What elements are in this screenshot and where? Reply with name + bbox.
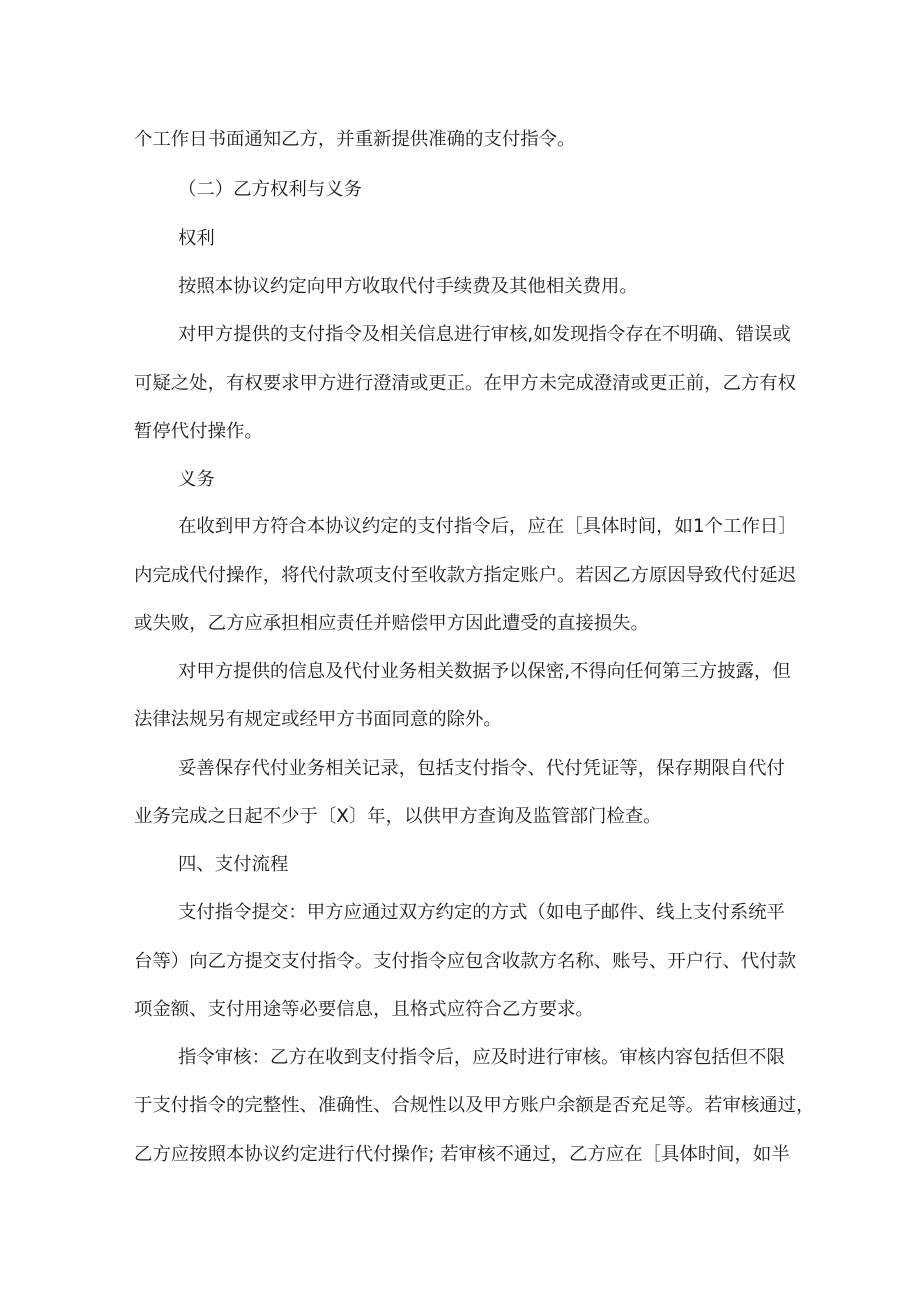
text-line: 按照本协议约定向甲方收取代付手续费及其他相关费用。 xyxy=(178,276,638,297)
text-line: 台等）向乙方提交支付指令。支付指令应包含收款方名称、账号、开户行、代付款 xyxy=(134,951,797,972)
text-line: 妥善保存代付业务相关记录，包括支付指令、代付凭证等，保存期限自代付 xyxy=(178,758,785,779)
text-line: 乙方应按照本协议约定进行代付操作; 若审核不通过，乙方应在［具体时间，如半 xyxy=(134,1144,790,1165)
text-line: 支付指令提交：甲方应通过双方约定的方式（如电子邮件、线上支付系统平 xyxy=(178,902,785,923)
section-heading-party-b-rights-obligations: （二）乙方权利与义务 xyxy=(178,179,362,200)
section-heading-payment-process: 四、支付流程 xyxy=(178,854,289,875)
text-line: 项金额、支付用途等必要信息，且格式应符合乙方要求。 xyxy=(134,999,594,1020)
text-line: 于支付指令的完整性、准确性、合规性以及甲方账户余额是否充足等。若审核通过， xyxy=(134,1095,815,1116)
text-line: 法律法规另有规定或经甲方书面同意的除外。 xyxy=(134,709,502,730)
text-line: 对甲方提供的支付指令及相关信息进行审核,如发现指令存在不明确、错误或 xyxy=(178,324,791,345)
text-line: 可疑之处，有权要求甲方进行澄清或更正。在甲方未完成澄清或更正前，乙方有权 xyxy=(134,373,797,394)
text-line: 暂停代付操作。 xyxy=(134,421,263,442)
subheading-obligations: 义务 xyxy=(178,469,215,490)
text-line: 对甲方提供的信息及代付业务相关数据予以保密,不得向任何第三方披露，但 xyxy=(178,661,791,682)
text-line: 或失败，乙方应承担相应责任并赔偿甲方因此遭受的直接损失。 xyxy=(134,613,649,634)
text-line: 指令审核：乙方在收到支付指令后，应及时进行审核。审核内容包括但不限 xyxy=(178,1047,785,1068)
text-line: 内完成代付操作，将代付款项支付至收款方指定账户。若因乙方原因导致代付延迟 xyxy=(134,565,797,586)
subheading-rights: 权利 xyxy=(178,228,215,249)
text-line: 业务完成之日起不少于〔X〕年，以供甲方查询及监管部门检查。 xyxy=(134,806,662,827)
text-line: 个工作日书面通知乙方，并重新提供准确的支付指令。 xyxy=(134,129,576,150)
text-line: 在收到甲方符合本协议约定的支付指令后，应在［具体时间，如1个工作日］ xyxy=(178,516,797,537)
